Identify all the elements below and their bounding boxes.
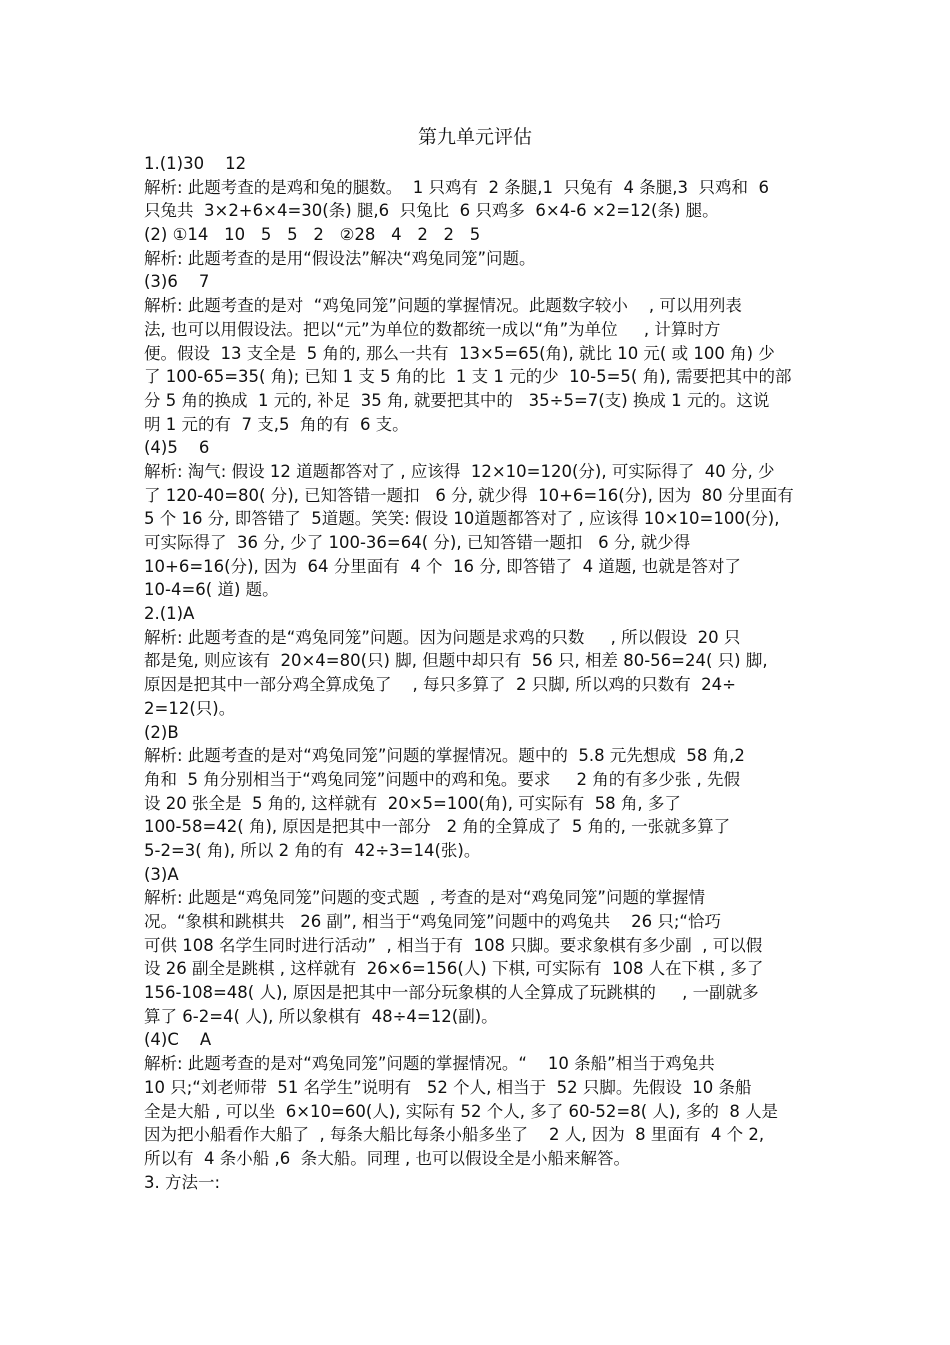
text-line: 全是大船 , 可以坐 6×10=60(人), 实际有 52 个人, 多了 60-52=8( 人), 多的 8 人是 xyxy=(144,1101,779,1121)
text-line: 便。假设 13 支全是 5 角的, 那么一共有 13×5=65(角), 就比 10 元( 或 100 角) 少 xyxy=(144,343,775,363)
text-line: (2)B xyxy=(144,722,179,742)
answer-content xyxy=(144,152,814,1194)
text-line: 解析: 淘气: 假设 12 道题都答对了 , 应该得 12×10=120(分), 可实际得了 40 分, 少 xyxy=(144,461,775,481)
text-line: 10 只;“刘老师带 51 名学生”说明有 52 个人, 相当于 52 只脚。先假设 10 条船 xyxy=(144,1077,752,1097)
text-line: 原因是把其中一部分鸡全算成兔了 , 每只多算了 2 只脚, 所以鸡的只数有 24÷ xyxy=(144,675,737,695)
text-line: (2) ①14 10 5 5 2 ②28 4 2 2 5 xyxy=(144,225,481,245)
text-line: 解析: 此题是“鸡兔同笼”问题的变式题 , 考查的是对“鸡兔同笼”问题的掌握情 xyxy=(144,888,705,908)
text-line: 设 26 副全是跳棋 , 这样就有 26×6=156(人) 下棋, 可实际有 108 人在下棋 , 多了 xyxy=(144,959,764,979)
text-line: 5 个 16 分, 即答错了 5道题。笑笑: 假设 10道题都答对了 , 应该得 10×10=100(分), xyxy=(144,509,780,529)
text-line: 解析: 此题考查的是对“鸡兔同笼”问题的掌握情况。题中的 5.8 元先想成 58 角,2 xyxy=(144,746,745,766)
text-line: 10-4=6( 道) 题。 xyxy=(144,580,279,600)
text-line: 解析: 此题考查的是用“假设法”解决“鸡兔同笼”问题。 xyxy=(144,248,536,268)
text-line: (3)A xyxy=(144,864,179,884)
text-line: 100-58=42( 角), 原因是把其中一部分 2 角的全算成了 5 角的, 一张就多算了 xyxy=(144,817,731,837)
text-line: 可供 108 名学生同时进行活动” , 相当于有 108 只脚。要求象棋有多少副 , 可以假 xyxy=(144,935,763,955)
text-line: 分 5 角的换成 1 元的, 补足 35 角, 就要把其中的 35÷5=7(支) 换成 1 元的。这说 xyxy=(144,390,770,410)
text-line: 解析: 此题考查的是对“鸡兔同笼”问题的掌握情况。“ 10 条船”相当于鸡兔共 xyxy=(144,1054,715,1074)
text-line: 了 120-40=80( 分), 已知答错一题扣 6 分, 就少得 10+6=16(分), 因为 80 分里面有 xyxy=(144,485,794,505)
text-line: 明 1 元的有 7 支,5 角的有 6 支。 xyxy=(144,414,409,434)
text-line: 角和 5 角分别相当于“鸡兔同笼”问题中的鸡和兔。要求 2 角的有多少张 , 先假 xyxy=(144,769,741,789)
text-line: 了 100-65=35( 角); 已知 1 支 5 角的比 1 支 1 元的少 10-5=5( 角), 需要把其中的部 xyxy=(144,367,792,387)
text-line: 2=12(只)。 xyxy=(144,698,236,718)
text-line: 解析: 此题考查的是鸡和兔的腿数。 1 只鸡有 2 条腿,1 只兔有 4 条腿,3 只鸡和 6 xyxy=(144,177,769,197)
text-line: 3. 方法一: xyxy=(144,1172,221,1192)
text-line: 5-2=3( 角), 所以 2 角的有 42÷3=14(张)。 xyxy=(144,840,481,860)
text-line: 法, 也可以用假设法。把以“元”为单位的数都统一成以“角”为单位 , 计算时方 xyxy=(144,319,721,339)
text-line: 设 20 张全是 5 角的, 这样就有 20×5=100(角), 可实际有 58 角, 多了 xyxy=(144,793,681,813)
text-line: 都是兔, 则应该有 20×4=80(只) 脚, 但题中却只有 56 只, 相差 80-56=24( 只) 脚, xyxy=(144,651,768,671)
text-line: 解析: 此题考查的是“鸡兔同笼”问题。因为问题是求鸡的只数 , 所以假设 20 只 xyxy=(144,627,741,647)
text-line: (3)6 7 xyxy=(144,272,210,292)
text-line: 只兔共 3×2+6×4=30(条) 腿,6 只兔比 6 只鸡多 6×4-6 ×2=12(条) 腿。 xyxy=(144,201,719,221)
text-line: 因为把小船看作大船了 , 每条大船比每条小船多坐了 2 人, 因为 8 里面有 4 个 2, xyxy=(144,1125,765,1145)
page-title: 第九单元评估 xyxy=(417,126,532,148)
text-line: 2.(1)A xyxy=(144,604,195,624)
text-line: 10+6=16(分), 因为 64 分里面有 4 个 16 分, 即答错了 4 道题, 也就是答对了 xyxy=(144,556,741,576)
text-line: 可实际得了 36 分, 少了 100-36=64( 分), 已知答错一题扣 6 分, 就少得 xyxy=(144,533,691,552)
text-line: (4)C A xyxy=(144,1030,212,1050)
text-line: (4)5 6 xyxy=(144,438,210,458)
text-line: 解析: 此题考查的是对 “鸡兔同笼”问题的掌握情况。此题数字较小 , 可以用列表 xyxy=(144,296,742,316)
text-line: 算了 6-2=4( 人), 所以象棋有 48÷4=12(副)。 xyxy=(144,1006,498,1026)
text-line: 况。“象棋和跳棋共 26 副”, 相当于“鸡兔同笼”问题中的鸡兔共 26 只;“恰巧 xyxy=(144,912,721,931)
text-line: 156-108=48( 人), 原因是把其中一部分玩象棋的人全算成了玩跳棋的 , 一副就多 xyxy=(144,983,759,1003)
text-line: 所以有 4 条小船 ,6 条大船。同理 , 也可以假设全是小船来解答。 xyxy=(144,1148,630,1168)
text-line: 1.(1)30 12 xyxy=(144,154,247,173)
